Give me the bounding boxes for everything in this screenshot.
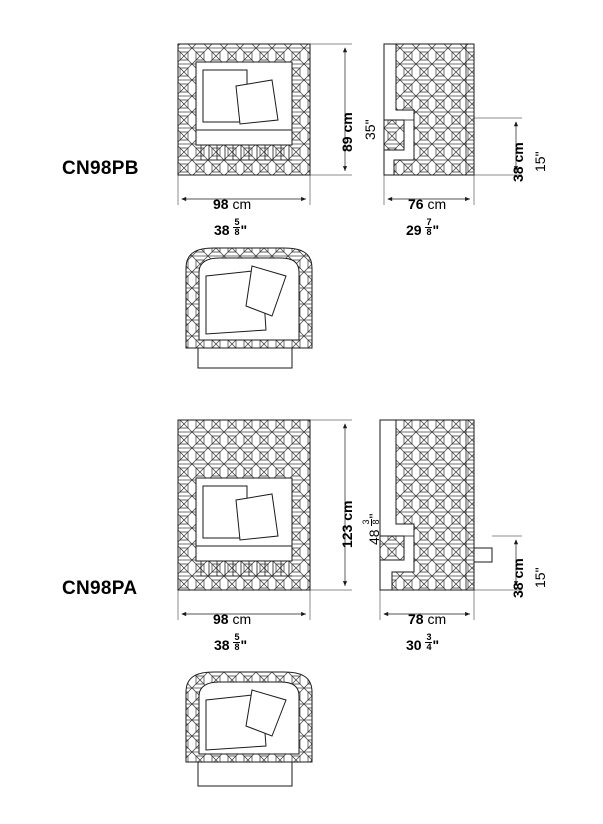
cn98pb-height-metric: 89 cm: [339, 112, 355, 152]
cn98pa-height-imperial: 48 3 8 ": [361, 513, 382, 545]
cn98pb-seat-height-metric: 38 cm: [510, 142, 526, 182]
cn98pa-seat-height-metric: 38 cm: [510, 558, 526, 598]
cn98pa-front-view: [178, 420, 310, 590]
model-label-cn98pb: CN98PB: [62, 158, 139, 179]
cn98pa-height-metric: 123 cm: [339, 500, 355, 548]
cn98pb-height-imperial: 35": [362, 119, 378, 140]
cn98pb-width-metric: 98 cm: [213, 196, 252, 212]
model-label-cn98pa: CN98PA: [62, 578, 138, 599]
cn98pa-width-imperial: 38 $\frac{5}{8}$ ": [214, 632, 248, 653]
cn98pb-depth-imperial: 29 $\frac{7}{8}$ ": [406, 217, 440, 238]
cn98pa-depth-metric: 78 cm: [408, 611, 447, 627]
cn98pb-height-dimension: [310, 44, 352, 175]
cn98pa-width-metric: 98 cm: [213, 611, 252, 627]
cn98pa-seat-height-imperial: 15": [532, 567, 548, 588]
cn98pa-top-view: [186, 672, 312, 786]
cn98pb-depth-metric: 76 cm: [408, 196, 447, 212]
cn98pb-width-imperial: 38 $\frac{5}{8}$ ": [214, 217, 248, 238]
cn98pa-side-view: [380, 420, 492, 590]
cn98pb-top-view: [186, 248, 312, 368]
cn98pb-seat-height-imperial: 15": [532, 151, 548, 172]
cn98pb-side-view: [384, 44, 474, 175]
cn98pa-depth-imperial: 30 $\frac{3}{4}$ ": [406, 632, 440, 653]
cn98pb-front-view: [178, 44, 310, 175]
